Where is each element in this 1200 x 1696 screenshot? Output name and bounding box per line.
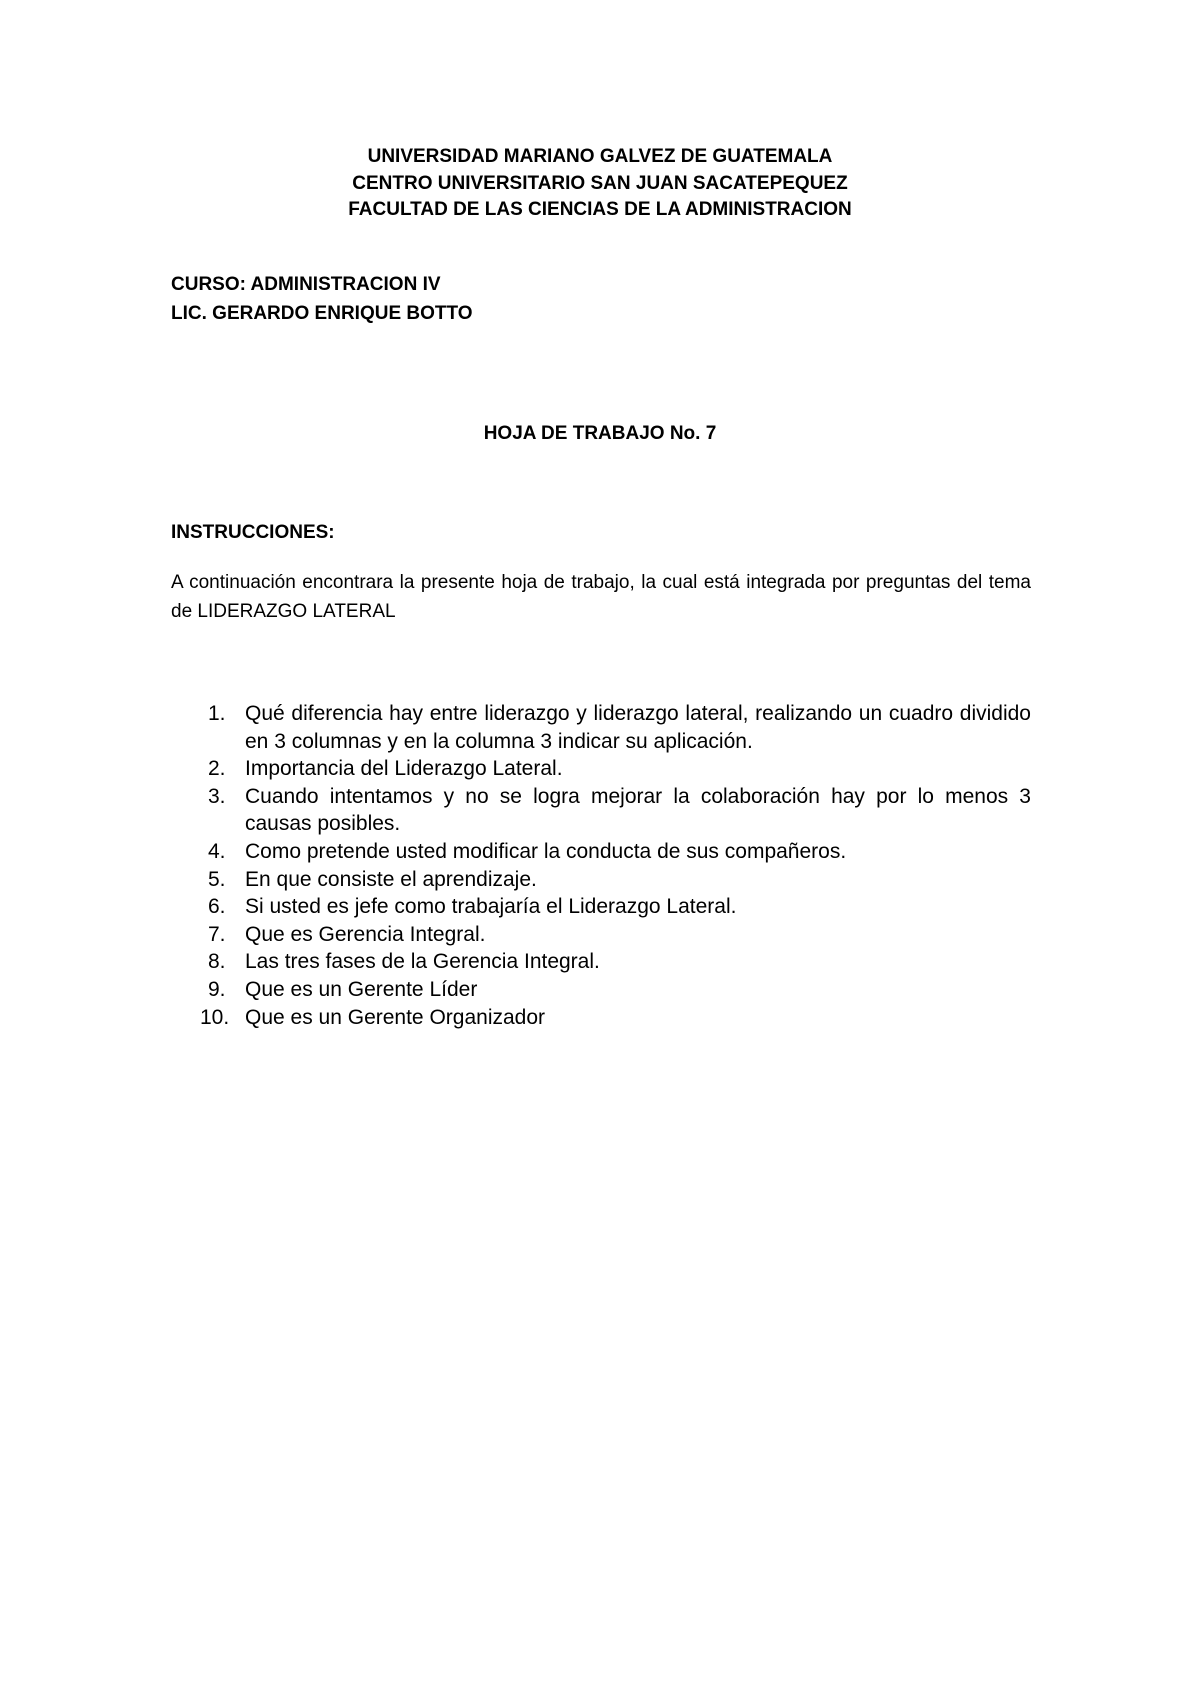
instructions-text: A continuación encontrara la presente hoja de trabajo, la cual está integrada por preguntas del tema de LIDERAZGO LATERAL: [171, 572, 1031, 622]
question-text: Importancia del Liderazgo Lateral.: [245, 757, 563, 781]
question-list: [200, 700, 1031, 1031]
teacher-name: LIC. GERARDO ENRIQUE BOTTO: [171, 303, 473, 324]
question-number: 3.: [208, 784, 226, 808]
question-number: 4.: [208, 839, 226, 863]
instructions-heading: INSTRUCCIONES:: [171, 522, 335, 543]
question-number: 5.: [208, 867, 226, 891]
question-text: Que es un Gerente Organizador: [245, 1005, 546, 1029]
question-number: 8.: [208, 950, 226, 974]
course-name: CURSO: ADMINISTRACION IV: [171, 274, 441, 295]
question-item: [200, 893, 1031, 921]
worksheet-title: HOJA DE TRABAJO No. 7: [483, 423, 717, 444]
university-name: UNIVERSIDAD MARIANO GALVEZ DE GUATEMALA: [367, 146, 833, 167]
question-item: [200, 838, 1031, 866]
question-item: [200, 921, 1031, 949]
question-text: Como pretende usted modificar la conducta de sus compañeros.: [245, 839, 847, 863]
question-text: En que consiste el aprendizaje.: [245, 867, 537, 891]
question-number: 1.: [208, 702, 226, 725]
question-number: 9.: [208, 977, 226, 1001]
course-info: [171, 270, 473, 328]
faculty-name: FACULTAD DE LAS CIENCIAS DE LA ADMINISTRACION: [348, 199, 852, 220]
question-number: 2.: [208, 757, 226, 781]
question-item: [200, 948, 1031, 976]
question-number: 10.: [200, 1005, 230, 1029]
institution-header: [0, 144, 1200, 224]
question-number: 6.: [208, 895, 226, 919]
question-text: Qué diferencia hay entre liderazgo y liderazgo lateral, realizando un cuadro dividido en 3 columnas y en la columna 3 indicar su aplicación.: [245, 702, 1031, 753]
question-item: [200, 755, 1031, 783]
campus-name: CENTRO UNIVERSITARIO SAN JUAN SACATEPEQUEZ: [352, 172, 848, 194]
question-text: Cuando intentamos y no se logra mejorar la colaboración hay por lo menos 3 causas posibles.: [245, 784, 1031, 836]
question-number: 7.: [208, 922, 226, 946]
question-text: Si usted es jefe como trabajaría el Liderazgo Lateral.: [245, 895, 737, 919]
question-item: [200, 976, 1031, 1004]
question-text: Que es un Gerente Líder: [245, 977, 478, 1001]
question-item: [200, 866, 1031, 894]
question-text: Que es Gerencia Integral.: [245, 922, 486, 946]
question-item: [200, 783, 1031, 838]
question-text: Las tres fases de la Gerencia Integral.: [245, 950, 600, 974]
question-item: [200, 1004, 1031, 1032]
question-item: [200, 700, 1031, 755]
